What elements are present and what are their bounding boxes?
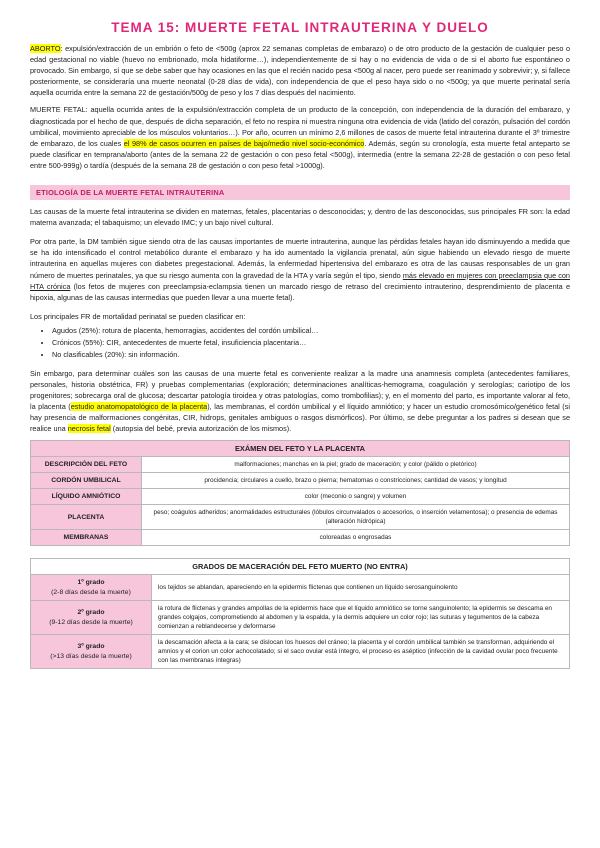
aborto-paragraph: ABORTO: expulsión/extracción de un embrión o feto de <500g (aprox 22 semanas completas de embarazo) o de otro producto de la gestación de cualquier peso o edad gestacional no viable (huevo no embrionado, mola hidatiforme…), independientemente de si hay o no evidencia de vida o de si el aborto fue espontáneo o provocado. Sin embargo, sí que se debe saber que hay ocasiones en las que el recién nacido pesa <500g al nacer, pero puede ser reanimado y sobrevivir; y, si fallece posteriormente, se consideraría una muerte neonatal (0-28 días de vida), con independencia de que el peso haya sido o no <500g; ya que muerte perinatal sería aquella ocurrida entre la semana 22 de gestación/500g de peso y los 7 días después del nacimiento. <box>30 44 570 98</box>
grade-value: la rotura de flictenas y grandes ampollas de la epidermis hace que el líquido amniótico se torne sanguinolento; la epidermis se descama en grandes colgajos, comprometiendo al abdomen y la espalda, y la dermis adquiere un color rojo; las suturas y tegumentos de la cabeza comienzan a reblandecerse y deformarse <box>152 601 570 635</box>
grade-value: la descamación afecta a la cara; se dislocan los huesos del cráneo; la placenta y el cordón umbilical también se transforman, adquiriendo el amnios y el corion un color achocolatado; si el saco ovular está íntegro, el proceso es aséptico (infección de la cavidad ovular poco frecuente con las membranas íntegras) <box>152 635 570 669</box>
table-row <box>31 505 570 530</box>
etiologia-paragraph-1: Las causas de la muerte fetal intrauterina se dividen en maternas, fetales, placentarias o desconocidas; y, dentro de las desconocidas, sus principales FR son: la edad materna avanzada; el tabaquismo; un elevado IMC; y un bajo nivel cultural. <box>30 207 570 228</box>
highlight-necrosis-fetal: necrosis fetal <box>67 424 111 434</box>
exam-table <box>30 440 570 546</box>
list-item: • No clasificables (20%): sin información. <box>52 349 570 361</box>
aborto-term: ABORTO <box>30 44 61 53</box>
table-row <box>31 489 570 505</box>
fr-list <box>30 325 570 361</box>
table-row <box>31 635 570 669</box>
fr-intro: Los principales FR de mortalidad perinatal se pueden clasificar en: <box>30 311 246 321</box>
grade-label: 3º grado (>13 días desde la muerte) <box>31 635 152 669</box>
grade-label: 2º grado (9-12 días desde la muerte) <box>31 601 152 635</box>
muerte-fetal-paragraph: MUERTE FETAL: aquella ocurrida antes de la expulsión/extracción completa de un producto de la concepción, con independencia de la duración del embarazo, y diagnosticada por el hecho de que, después de dicha separación, el feto no respira ni muestra ninguna otra evidencia de vida (latido del corazón, pulsación del cordón umbilical, movimiento apreciable de los músculos voluntarios…). Por año, ocurren un mínimo 2,6 millones de casos de muerte fetal intrauterina durante el 3º trimestre de embarazo, de los cuales el 98% de casos ocurren en países de bajo/medio nivel socio-económico. Además, según su cronología, esta muerte fetal anteparto se puede clasificar en temprana/aborto (antes de la semana 22 de gestación o con peso fetal <500g), intermedia (entre la semana 22-28 de gestación o con peso fetal entre 500-999g) o tardía (después de la semana 28 de gestación o con peso fetal >1000g). <box>30 105 570 170</box>
grade-value: los tejidos se ablandan, apareciendo en la epidermis flictenas que contienen un líquido serosanguinolento <box>152 575 570 601</box>
exam-table-header: EXÁMEN DEL FETO Y LA PLACENTA <box>31 441 570 457</box>
exam-value: color (meconio o sangre) y volumen <box>142 489 570 505</box>
exam-label: PLACENTA <box>31 505 142 530</box>
table-row <box>31 530 570 546</box>
highlight-estudio-placenta: estudio anatomopatológico de la placenta <box>70 402 208 412</box>
exam-value: coloreadas o engrosadas <box>142 530 570 546</box>
maceration-table-header: GRADOS DE MACERACIÓN DEL FETO MUERTO (NO ENTRA) <box>31 559 570 575</box>
etiologia-paragraph-2: Por otra parte, la DM también sigue siendo otra de las causas importantes de muerte intrauterina, aunque las pérdidas fetales hayan ido disminuyendo a medida que se ha ido intensificado el control metabólico durante el embarazo y ha ido aumentado la vigilancia prenatal, aún sigue habiendo un elevado riesgo de muerte intrauterina en aquellas mujeres con diabetes pregestacional. Además, la enfermedad hipertensiva del embarazo es otra de las causas responsables de un gran número de muertes perinatales, ya que su riesgo aumenta con la gravedad de la HTA y varía según el tipo, siendo más elevado en mujeres con preeclampsia que con HTA crónica (los fetos de mujeres con preeclampsia-eclampsia tienen un marcado riesgo de retraso del crecimiento intrauterino, desprendimiento de placenta e hipoxia, algunas de las causas intermedias que pueden llevar a una muerte fetal). <box>30 237 570 302</box>
table-row <box>31 457 570 473</box>
maceration-table <box>30 558 570 669</box>
table-row <box>31 575 570 601</box>
grade-label: 1º grado (2-8 días desde la muerte) <box>31 575 152 601</box>
exam-value: peso; coágulos adheridos; anormalidades estructurales (lóbulos circunvalados o accesorios, o inserción velamentosa); o presencia de edemas (alteración hídrópica) <box>142 505 570 530</box>
exam-label: DESCRIPCIÓN DEL FETO <box>31 457 142 473</box>
page-title: TEMA 15: MUERTE FETAL INTRAUTERINA Y DUELO <box>111 20 489 35</box>
exam-value: malformaciones; manchas en la piel; grado de maceración; y color (pálido o pletórico) <box>142 457 570 473</box>
highlight-98: el 98% de casos ocurren en países de bajo/medio nivel socio-económico <box>123 138 365 148</box>
table-row <box>31 473 570 489</box>
exam-label: LÍQUIDO AMNIÓTICO <box>31 489 142 505</box>
exam-label: MEMBRANAS <box>31 530 142 546</box>
list-item: • Agudos (25%): rotura de placenta, hemorragias, accidentes del cordón umbilical… <box>52 325 570 337</box>
exam-value: procidencia; circulares a cuello, brazo o pierna; hematomas o constricciones; cantidad de vasos; y longitud <box>142 473 570 489</box>
table-row <box>31 601 570 635</box>
list-item: • Crónicos (55%): CIR, antecedentes de muerte fetal, insuficiencia placentaria… <box>52 337 570 349</box>
underline-preeclampsia: más elevado en mujeres con preeclampsia que con HTA crónica <box>30 270 570 291</box>
exam-label: CORDÓN UMBILICAL <box>31 473 142 489</box>
etiologia-paragraph-3: Sin embargo, para determinar cuáles son las causas de una muerte fetal es conveniente realizar a la madre una anamnesis completa (antecedentes familiares, personales, historia obstétrica, FR) y pruebas complementarias (exploración; determinaciones analíticas-hemograma, coagulación y serologías; cariotipo de los progenitores; sobrecarga oral de glucosa; descartar patología tiroidea y otras patologías, como trombofilias); y, en el momento del parto, es importante valorar al feto, la placenta (estudio anatomopatológico de la placenta), las membranas, el cordón umbilical y el líquido amniótico; y hacer un estudio cromosómico/genético fetal (si hay presencia de malformaciones congénitas, CIR, hidrops, genitales ambiguos o rasgos dismórficos). Por último, se debe preguntar a los padres si desean que se realice una necrosis fetal (autopsia del bebé, previa autorización de los mismos). <box>30 368 570 434</box>
section-heading-etiologia: ETIOLOGÍA DE LA MUERTE FETAL INTRAUTERINA <box>30 185 570 200</box>
